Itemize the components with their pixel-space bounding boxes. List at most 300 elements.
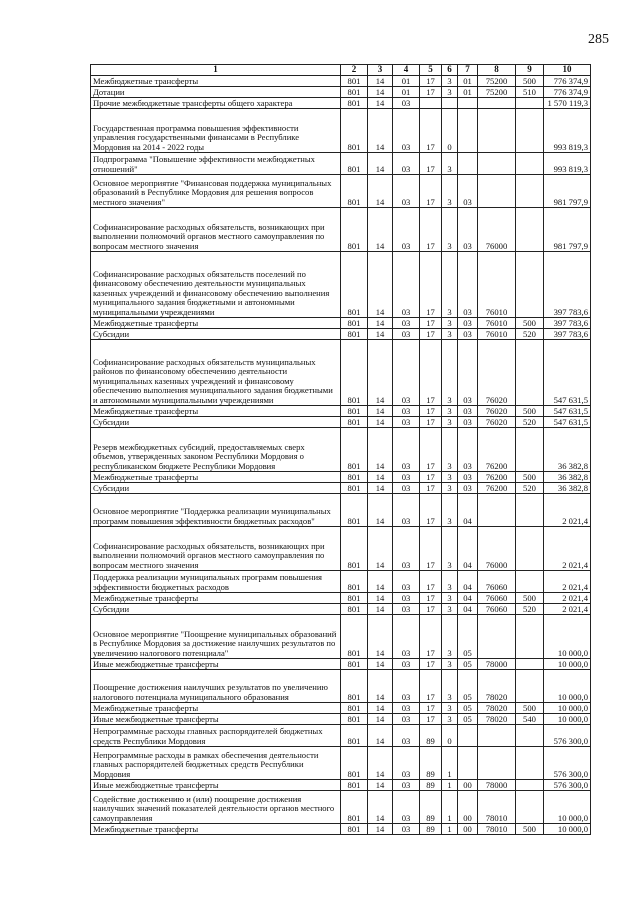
event-code-cell: 00 xyxy=(458,824,478,835)
section-code-cell: 14 xyxy=(368,208,393,252)
event-code-cell: 05 xyxy=(458,659,478,670)
program-code-cell: 17 xyxy=(420,428,442,472)
expense-type-cell: 500 xyxy=(516,703,544,714)
direction-code-cell: 76200 xyxy=(478,428,516,472)
row-name-cell: Субсидии xyxy=(91,483,341,494)
amount-cell: 576 300,0 xyxy=(544,747,591,780)
header-cell: 3 xyxy=(368,65,393,76)
program-code-cell: 17 xyxy=(420,87,442,98)
subsection-code-cell: 03 xyxy=(393,252,420,318)
row-name-cell: Иные межбюджетные трансферты xyxy=(91,659,341,670)
amount-cell: 2 021,4 xyxy=(544,604,591,615)
ministry-code-cell: 801 xyxy=(341,571,368,593)
header-cell: 2 xyxy=(341,65,368,76)
ministry-code-cell: 801 xyxy=(341,494,368,527)
direction-code-cell: 76010 xyxy=(478,318,516,329)
event-code-cell: 05 xyxy=(458,714,478,725)
table-row xyxy=(91,76,591,87)
direction-code-cell: 76200 xyxy=(478,483,516,494)
expense-type-cell xyxy=(516,659,544,670)
direction-code-cell xyxy=(478,725,516,747)
ministry-code-cell: 801 xyxy=(341,483,368,494)
ministry-code-cell: 801 xyxy=(341,252,368,318)
subsection-code-cell: 03 xyxy=(393,725,420,747)
direction-code-cell: 76060 xyxy=(478,593,516,604)
amount-cell: 981 797,9 xyxy=(544,208,591,252)
subsection-code-cell: 03 xyxy=(393,670,420,703)
row-name-cell: Межбюджетные трансферты xyxy=(91,703,341,714)
direction-code-cell: 76010 xyxy=(478,329,516,340)
direction-code-cell: 76000 xyxy=(478,208,516,252)
table-row xyxy=(91,208,591,252)
subprogram-code-cell: 3 xyxy=(442,252,458,318)
subprogram-code-cell: 1 xyxy=(442,791,458,824)
event-code-cell: 03 xyxy=(458,318,478,329)
row-name-cell: Поддержка реализации муниципальных программ повышения эффективности бюджетных расходов xyxy=(91,571,341,593)
section-code-cell: 14 xyxy=(368,780,393,791)
table-row xyxy=(91,153,591,175)
header-cell: 9 xyxy=(516,65,544,76)
section-code-cell: 14 xyxy=(368,153,393,175)
event-code-cell: 03 xyxy=(458,483,478,494)
expense-type-cell: 520 xyxy=(516,417,544,428)
section-code-cell: 14 xyxy=(368,527,393,571)
subsection-code-cell: 03 xyxy=(393,604,420,615)
program-code-cell: 17 xyxy=(420,670,442,703)
row-name-cell: Дотации xyxy=(91,87,341,98)
row-name-cell: Основное мероприятие "Поддержка реализации муниципальных программ повышения эффективности бюджетных расходов" xyxy=(91,494,341,527)
row-name-cell: Подпрограмма "Повышение эффективности межбюджетных отношений" xyxy=(91,153,341,175)
section-code-cell: 14 xyxy=(368,109,393,153)
amount-cell: 547 631,5 xyxy=(544,417,591,428)
subprogram-code-cell: 3 xyxy=(442,615,458,659)
event-code-cell: 03 xyxy=(458,428,478,472)
direction-code-cell xyxy=(478,153,516,175)
program-code-cell: 17 xyxy=(420,406,442,417)
ministry-code-cell: 801 xyxy=(341,417,368,428)
amount-cell: 10 000,0 xyxy=(544,703,591,714)
table-row xyxy=(91,780,591,791)
subsection-code-cell: 03 xyxy=(393,109,420,153)
subprogram-code-cell: 1 xyxy=(442,747,458,780)
expense-type-cell xyxy=(516,725,544,747)
amount-cell: 10 000,0 xyxy=(544,670,591,703)
row-name-cell: Межбюджетные трансферты xyxy=(91,318,341,329)
event-code-cell xyxy=(458,109,478,153)
subsection-code-cell: 03 xyxy=(393,208,420,252)
direction-code-cell: 78020 xyxy=(478,670,516,703)
direction-code-cell: 78010 xyxy=(478,824,516,835)
amount-cell: 2 021,4 xyxy=(544,527,591,571)
program-code-cell: 89 xyxy=(420,780,442,791)
table-row xyxy=(91,791,591,824)
subprogram-code-cell: 1 xyxy=(442,780,458,791)
table-row xyxy=(91,670,591,703)
expense-type-cell xyxy=(516,340,544,406)
amount-cell: 1 570 119,3 xyxy=(544,98,591,109)
table-row xyxy=(91,98,591,109)
table-body xyxy=(91,76,591,835)
row-name-cell: Содействие достижению и (или) поощрение достижения наилучших значений показателей деятельности органов местного самоуправления xyxy=(91,791,341,824)
program-code-cell: 17 xyxy=(420,527,442,571)
table-row xyxy=(91,824,591,835)
table-row xyxy=(91,615,591,659)
amount-cell: 547 631,5 xyxy=(544,340,591,406)
subsection-code-cell: 03 xyxy=(393,472,420,483)
ministry-code-cell: 801 xyxy=(341,406,368,417)
program-code-cell: 17 xyxy=(420,472,442,483)
subprogram-code-cell: 3 xyxy=(442,329,458,340)
row-name-cell: Непрограммные расходы главных распорядителей бюджетных средств Республики Мордовия xyxy=(91,725,341,747)
ministry-code-cell: 801 xyxy=(341,659,368,670)
subsection-code-cell: 03 xyxy=(393,329,420,340)
program-code-cell: 17 xyxy=(420,76,442,87)
subsection-code-cell: 03 xyxy=(393,714,420,725)
program-code-cell: 17 xyxy=(420,153,442,175)
event-code-cell: 03 xyxy=(458,252,478,318)
section-code-cell: 14 xyxy=(368,703,393,714)
subsection-code-cell: 03 xyxy=(393,703,420,714)
header-cell: 7 xyxy=(458,65,478,76)
program-code-cell: 17 xyxy=(420,318,442,329)
program-code-cell xyxy=(420,98,442,109)
expense-type-cell xyxy=(516,428,544,472)
amount-cell: 547 631,5 xyxy=(544,406,591,417)
row-name-cell: Субсидии xyxy=(91,604,341,615)
direction-code-cell: 78000 xyxy=(478,780,516,791)
expense-type-cell: 500 xyxy=(516,824,544,835)
section-code-cell: 14 xyxy=(368,494,393,527)
subprogram-code-cell: 3 xyxy=(442,483,458,494)
program-code-cell: 17 xyxy=(420,109,442,153)
direction-code-cell xyxy=(478,109,516,153)
subsection-code-cell: 03 xyxy=(393,98,420,109)
section-code-cell: 14 xyxy=(368,615,393,659)
program-code-cell: 17 xyxy=(420,615,442,659)
header-cell: 10 xyxy=(544,65,591,76)
section-code-cell: 14 xyxy=(368,98,393,109)
expense-type-cell xyxy=(516,153,544,175)
direction-code-cell: 76020 xyxy=(478,340,516,406)
program-code-cell: 17 xyxy=(420,483,442,494)
event-code-cell: 03 xyxy=(458,472,478,483)
event-code-cell xyxy=(458,98,478,109)
table-row xyxy=(91,725,591,747)
expense-type-cell: 510 xyxy=(516,87,544,98)
page-number: 285 xyxy=(588,32,609,47)
expense-type-cell xyxy=(516,747,544,780)
row-name-cell: Софинансирование расходных обязательств, возникающих при выполнении полномочий органов местного самоуправления по вопросам местного значения xyxy=(91,527,341,571)
expense-type-cell xyxy=(516,494,544,527)
event-code-cell xyxy=(458,747,478,780)
table-row xyxy=(91,428,591,472)
direction-code-cell: 76020 xyxy=(478,417,516,428)
ministry-code-cell: 801 xyxy=(341,670,368,703)
direction-code-cell: 75200 xyxy=(478,76,516,87)
ministry-code-cell: 801 xyxy=(341,87,368,98)
expense-type-cell xyxy=(516,208,544,252)
ministry-code-cell: 801 xyxy=(341,791,368,824)
amount-cell: 993 819,3 xyxy=(544,153,591,175)
direction-code-cell xyxy=(478,175,516,208)
subsection-code-cell: 03 xyxy=(393,494,420,527)
section-code-cell: 14 xyxy=(368,483,393,494)
expense-type-cell xyxy=(516,791,544,824)
section-code-cell: 14 xyxy=(368,406,393,417)
section-code-cell: 14 xyxy=(368,747,393,780)
direction-code-cell: 76200 xyxy=(478,472,516,483)
subprogram-code-cell: 3 xyxy=(442,527,458,571)
direction-code-cell: 78020 xyxy=(478,703,516,714)
subprogram-code-cell: 3 xyxy=(442,659,458,670)
table-row xyxy=(91,318,591,329)
event-code-cell: 05 xyxy=(458,703,478,714)
ministry-code-cell: 801 xyxy=(341,747,368,780)
ministry-code-cell: 801 xyxy=(341,76,368,87)
subprogram-code-cell: 3 xyxy=(442,428,458,472)
expense-type-cell: 500 xyxy=(516,318,544,329)
direction-code-cell: 76020 xyxy=(478,406,516,417)
subsection-code-cell: 03 xyxy=(393,483,420,494)
expense-type-cell: 520 xyxy=(516,329,544,340)
row-name-cell: Субсидии xyxy=(91,417,341,428)
program-code-cell: 17 xyxy=(420,329,442,340)
section-code-cell: 14 xyxy=(368,791,393,824)
ministry-code-cell: 801 xyxy=(341,208,368,252)
program-code-cell: 17 xyxy=(420,208,442,252)
amount-cell: 2 021,4 xyxy=(544,593,591,604)
subsection-code-cell: 03 xyxy=(393,153,420,175)
subprogram-code-cell: 3 xyxy=(442,406,458,417)
section-code-cell: 14 xyxy=(368,593,393,604)
table-row xyxy=(91,659,591,670)
row-name-cell: Поощрение достижения наилучших результатов по увеличению налогового потенциала муниципального образования xyxy=(91,670,341,703)
expense-type-cell: 520 xyxy=(516,604,544,615)
table-row xyxy=(91,417,591,428)
subsection-code-cell: 03 xyxy=(393,527,420,571)
subprogram-code-cell: 3 xyxy=(442,703,458,714)
event-code-cell: 03 xyxy=(458,406,478,417)
amount-cell: 36 382,8 xyxy=(544,428,591,472)
ministry-code-cell: 801 xyxy=(341,98,368,109)
subsection-code-cell: 03 xyxy=(393,417,420,428)
ministry-code-cell: 801 xyxy=(341,527,368,571)
event-code-cell: 04 xyxy=(458,593,478,604)
amount-cell: 2 021,4 xyxy=(544,494,591,527)
program-code-cell: 89 xyxy=(420,824,442,835)
header-cell: 6 xyxy=(442,65,458,76)
expense-type-cell xyxy=(516,670,544,703)
subsection-code-cell: 03 xyxy=(393,406,420,417)
subprogram-code-cell: 3 xyxy=(442,208,458,252)
header-cell: 5 xyxy=(420,65,442,76)
table-row xyxy=(91,703,591,714)
expense-type-cell xyxy=(516,109,544,153)
direction-code-cell xyxy=(478,494,516,527)
subprogram-code-cell: 1 xyxy=(442,824,458,835)
program-code-cell: 17 xyxy=(420,714,442,725)
event-code-cell: 04 xyxy=(458,527,478,571)
program-code-cell: 17 xyxy=(420,417,442,428)
row-name-cell: Иные межбюджетные трансферты xyxy=(91,714,341,725)
program-code-cell: 17 xyxy=(420,252,442,318)
subsection-code-cell: 03 xyxy=(393,175,420,208)
subprogram-code-cell: 3 xyxy=(442,340,458,406)
budget-table xyxy=(90,64,591,835)
amount-cell: 10 000,0 xyxy=(544,791,591,824)
amount-cell: 776 374,9 xyxy=(544,87,591,98)
subprogram-code-cell: 3 xyxy=(442,670,458,703)
subsection-code-cell: 03 xyxy=(393,780,420,791)
ministry-code-cell: 801 xyxy=(341,153,368,175)
event-code-cell: 01 xyxy=(458,87,478,98)
ministry-code-cell: 801 xyxy=(341,472,368,483)
section-code-cell: 14 xyxy=(368,318,393,329)
section-code-cell: 14 xyxy=(368,417,393,428)
event-code-cell: 04 xyxy=(458,604,478,615)
table-row xyxy=(91,406,591,417)
subprogram-code-cell: 3 xyxy=(442,714,458,725)
amount-cell: 576 300,0 xyxy=(544,780,591,791)
table-row xyxy=(91,340,591,406)
event-code-cell: 03 xyxy=(458,417,478,428)
subsection-code-cell: 03 xyxy=(393,615,420,659)
subprogram-code-cell: 3 xyxy=(442,604,458,615)
subprogram-code-cell: 3 xyxy=(442,593,458,604)
subprogram-code-cell: 3 xyxy=(442,318,458,329)
section-code-cell: 14 xyxy=(368,670,393,703)
ministry-code-cell: 801 xyxy=(341,329,368,340)
row-name-cell: Софинансирование расходных обязательств поселений по финансовому обеспечению деятельности муниципальных казенных учреждений и финансовому обеспечению выполнения муниципального задания бюджетными и автономными муниципальными учреждениями xyxy=(91,252,341,318)
direction-code-cell xyxy=(478,98,516,109)
expense-type-cell xyxy=(516,571,544,593)
ministry-code-cell: 801 xyxy=(341,109,368,153)
section-code-cell: 14 xyxy=(368,714,393,725)
expense-type-cell: 500 xyxy=(516,76,544,87)
section-code-cell: 14 xyxy=(368,659,393,670)
amount-cell: 10 000,0 xyxy=(544,659,591,670)
ministry-code-cell: 801 xyxy=(341,714,368,725)
subprogram-code-cell: 3 xyxy=(442,175,458,208)
ministry-code-cell: 801 xyxy=(341,593,368,604)
amount-cell: 36 382,8 xyxy=(544,483,591,494)
event-code-cell: 01 xyxy=(458,76,478,87)
expense-type-cell: 520 xyxy=(516,483,544,494)
table-row xyxy=(91,593,591,604)
row-name-cell: Межбюджетные трансферты xyxy=(91,472,341,483)
subsection-code-cell: 03 xyxy=(393,747,420,780)
event-code-cell: 03 xyxy=(458,329,478,340)
table-row xyxy=(91,494,591,527)
table-row xyxy=(91,109,591,153)
section-code-cell: 14 xyxy=(368,76,393,87)
ministry-code-cell: 801 xyxy=(341,780,368,791)
section-code-cell: 14 xyxy=(368,252,393,318)
amount-cell: 36 382,8 xyxy=(544,472,591,483)
subprogram-code-cell: 3 xyxy=(442,76,458,87)
table-row xyxy=(91,87,591,98)
row-name-cell: Межбюджетные трансферты xyxy=(91,593,341,604)
event-code-cell: 04 xyxy=(458,571,478,593)
row-name-cell: Непрограммные расходы в рамках обеспечения деятельности главных распорядителей бюджетных средств Республики Мордовия xyxy=(91,747,341,780)
table-row xyxy=(91,329,591,340)
row-name-cell: Софинансирование расходных обязательств муниципальных районов по финансовому обеспечению деятельности муниципальных казенных учреждений и финансовому обеспечению выполнения муниципального задания бюджетными и автономными муниципальными учреждениями xyxy=(91,340,341,406)
direction-code-cell: 75200 xyxy=(478,87,516,98)
program-code-cell: 89 xyxy=(420,791,442,824)
event-code-cell: 00 xyxy=(458,791,478,824)
expense-type-cell xyxy=(516,615,544,659)
header-row xyxy=(91,65,591,76)
amount-cell: 10 000,0 xyxy=(544,824,591,835)
subsection-code-cell: 03 xyxy=(393,659,420,670)
table-row xyxy=(91,747,591,780)
section-code-cell: 14 xyxy=(368,604,393,615)
ministry-code-cell: 801 xyxy=(341,615,368,659)
section-code-cell: 14 xyxy=(368,340,393,406)
direction-code-cell xyxy=(478,615,516,659)
subsection-code-cell: 01 xyxy=(393,87,420,98)
table-row xyxy=(91,527,591,571)
row-name-cell: Межбюджетные трансферты xyxy=(91,824,341,835)
ministry-code-cell: 801 xyxy=(341,703,368,714)
subprogram-code-cell: 3 xyxy=(442,494,458,527)
subsection-code-cell: 03 xyxy=(393,593,420,604)
event-code-cell: 05 xyxy=(458,670,478,703)
event-code-cell: 03 xyxy=(458,340,478,406)
expense-type-cell: 500 xyxy=(516,472,544,483)
program-code-cell: 17 xyxy=(420,604,442,615)
section-code-cell: 14 xyxy=(368,87,393,98)
table-row xyxy=(91,472,591,483)
header-cell: 8 xyxy=(478,65,516,76)
subsection-code-cell: 03 xyxy=(393,824,420,835)
program-code-cell: 89 xyxy=(420,747,442,780)
row-name-cell: Основное мероприятие "Поощрение муниципальных образований в Республике Мордовия за достижение наилучших результатов по увеличению налогового потенциала" xyxy=(91,615,341,659)
subsection-code-cell: 03 xyxy=(393,340,420,406)
ministry-code-cell: 801 xyxy=(341,175,368,208)
program-code-cell: 89 xyxy=(420,725,442,747)
direction-code-cell: 78020 xyxy=(478,714,516,725)
amount-cell: 993 819,3 xyxy=(544,109,591,153)
row-name-cell: Софинансирование расходных обязательств, возникающих при выполнении полномочий органов местного самоуправления по вопросам местного значения xyxy=(91,208,341,252)
subsection-code-cell: 03 xyxy=(393,428,420,472)
row-name-cell: Субсидии xyxy=(91,329,341,340)
amount-cell: 2 021,4 xyxy=(544,571,591,593)
ministry-code-cell: 801 xyxy=(341,318,368,329)
header-cell: 4 xyxy=(393,65,420,76)
row-name-cell: Резерв межбюджетных субсидий, предоставляемых сверх объемов, утвержденных законом Республики Мордовия о республиканском бюджете Республики Мордовия xyxy=(91,428,341,472)
program-code-cell: 17 xyxy=(420,659,442,670)
table-row xyxy=(91,714,591,725)
subsection-code-cell: 03 xyxy=(393,318,420,329)
subsection-code-cell: 03 xyxy=(393,571,420,593)
direction-code-cell: 76000 xyxy=(478,527,516,571)
amount-cell: 397 783,6 xyxy=(544,318,591,329)
amount-cell: 397 783,6 xyxy=(544,329,591,340)
section-code-cell: 14 xyxy=(368,824,393,835)
program-code-cell: 17 xyxy=(420,340,442,406)
row-name-cell: Межбюджетные трансферты xyxy=(91,76,341,87)
table-row xyxy=(91,483,591,494)
section-code-cell: 14 xyxy=(368,725,393,747)
row-name-cell: Прочие межбюджетные трансферты общего характера xyxy=(91,98,341,109)
subprogram-code-cell: 0 xyxy=(442,725,458,747)
direction-code-cell: 76060 xyxy=(478,571,516,593)
ministry-code-cell: 801 xyxy=(341,604,368,615)
ministry-code-cell: 801 xyxy=(341,725,368,747)
ministry-code-cell: 801 xyxy=(341,824,368,835)
expense-type-cell xyxy=(516,780,544,791)
